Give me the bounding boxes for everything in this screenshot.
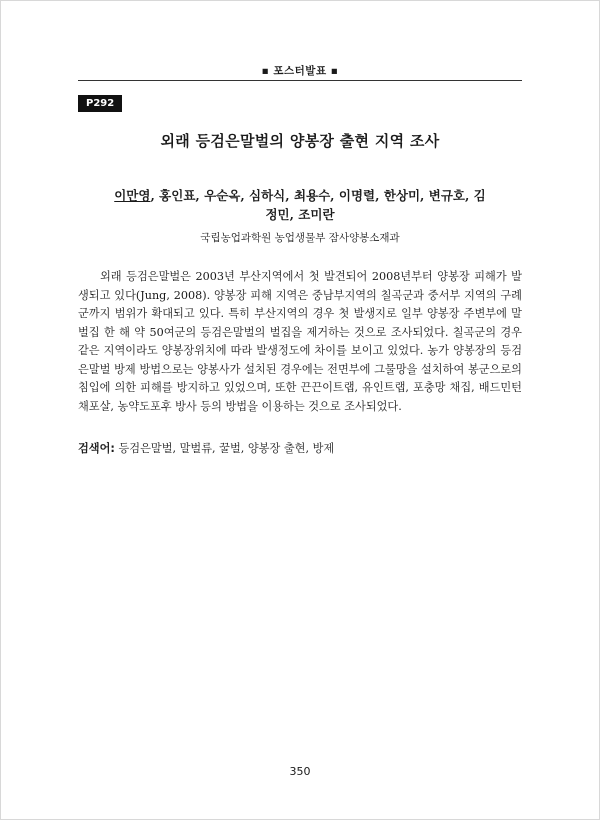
co-authors: , 홍인표, 우순옥, 심하식, 최용수, 이명렬, 한상미, 변규호, 김정민, 조미란 xyxy=(150,188,486,222)
header-rule xyxy=(78,80,522,81)
author-list xyxy=(110,186,490,224)
keywords-line xyxy=(78,440,522,456)
affiliation: 국립농업과학원 농업생물부 잠사양봉소재과 xyxy=(200,232,400,244)
keywords-text: 등검은말벌, 말벌류, 꿀벌, 양봉장 출현, 방제 xyxy=(114,442,335,455)
paper-title: 외래 등검은말벌의 양봉장 출현 지역 조사 xyxy=(160,132,440,150)
page-number: 350 xyxy=(289,765,311,778)
first-author: 이만영 xyxy=(114,188,151,203)
abstract-text: 외래 등검은말벌은 2003년 부산지역에서 첫 발견되어 2008년부터 양봉장 피해가 발생되고 있다(Jung, 2008). 양봉장 피해 지역은 중남부지역의 칠곡군과 중서부 지역의 구례군까지 범위가 확대되고 있다. 특히 부산지역의 경우 첫 발생지로 일부 양봉장 주변부에 말벌집 한 해 약 50여군의 등검은말벌의 벌집을 제거하는 것으로 조사되었다. 칠곡군의 경우 같은 지역이라도 양봉장위치에 따라 발생정도에 차이를 보이고 있었다. 농가 양봉장의 등검은말벌 방제 방법으로는 양봉사가 설치된 경우에는 전면부에 그물망을 설치하여 봉군으로의 침입에 의한 피해를 방지하고 있었으며, 또한 끈끈이트랩, 유인트랩, 포충망 채집, 배드민턴채포살, 농약도포후 방사 등의 방법을 이용하는 것으로 조사되었다. xyxy=(78,270,522,413)
poster-id-badge: P292 xyxy=(78,95,122,112)
keywords-label: 검색어: xyxy=(78,442,115,455)
section-header: ▪ 포스터발표 ▪ xyxy=(261,65,339,77)
